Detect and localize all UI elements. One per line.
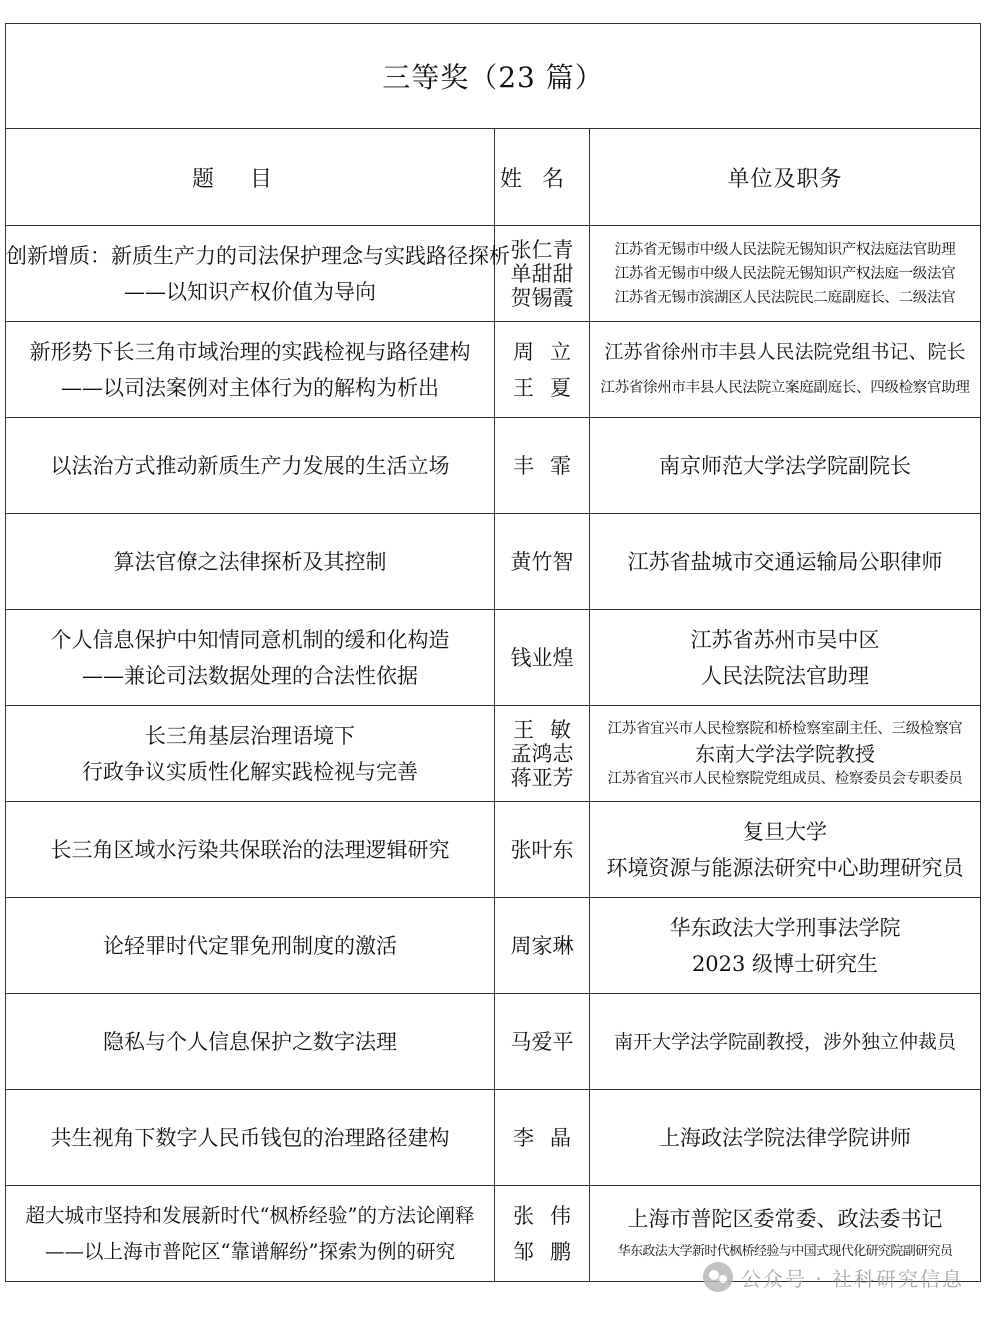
paper-title-line: 以法治方式推动新质生产力发展的生活立场 bbox=[50, 453, 450, 478]
paper-title-line: 长三角基层治理语境下 bbox=[145, 723, 355, 748]
header-unit: 单位及职务 bbox=[590, 129, 981, 226]
table-row bbox=[6, 802, 981, 898]
table-row bbox=[6, 1090, 981, 1186]
paper-title-cell bbox=[6, 898, 495, 994]
paper-title-cell bbox=[6, 514, 495, 610]
author-cell bbox=[495, 418, 590, 514]
affiliation-line: 上海政法学院法律学院讲师 bbox=[659, 1125, 911, 1150]
paper-title-cell bbox=[6, 610, 495, 706]
wechat-icon bbox=[703, 1262, 733, 1292]
affiliation-line: 江苏省苏州市吴中区 bbox=[690, 627, 880, 652]
header-row bbox=[6, 129, 981, 226]
affiliation-line: 环境资源与能源法研究中心助理研究员 bbox=[606, 855, 964, 880]
author-name: 张叶东 bbox=[510, 837, 574, 862]
affiliation-line: 江苏省宜兴市人民检察院和桥检察室副主任、三级检察官 bbox=[607, 720, 963, 737]
author-name: 丰霏 bbox=[513, 453, 587, 478]
author-cell bbox=[495, 610, 590, 706]
author-name: 李晶 bbox=[513, 1125, 587, 1150]
affiliation-line: 江苏省无锡市中级人民法院无锡知识产权法庭法官助理 bbox=[614, 241, 956, 258]
table-row bbox=[6, 226, 981, 322]
affiliation-line: 上海市普陀区委常委、政法委书记 bbox=[627, 1206, 943, 1231]
award-title: 三等奖（23 篇） bbox=[6, 24, 981, 129]
paper-title-line: 个人信息保护中知情同意机制的缓和化构造 bbox=[50, 627, 450, 652]
affiliation-line: 江苏省盐城市交通运输局公职律师 bbox=[627, 549, 943, 574]
affiliation-cell bbox=[590, 994, 981, 1090]
paper-title-cell bbox=[6, 226, 510, 322]
table-row bbox=[6, 322, 981, 418]
author-name: 蒋亚芳 bbox=[510, 765, 574, 790]
author-name: 周立 bbox=[513, 339, 587, 364]
paper-title-line: 创新增质：新质生产力的司法保护理念与实践路径探析 bbox=[6, 243, 510, 268]
author-cell bbox=[495, 994, 590, 1090]
affiliation-line: 南京师范大学法学院副院长 bbox=[659, 453, 911, 478]
affiliation-cell bbox=[590, 1090, 981, 1186]
table-row bbox=[6, 994, 981, 1090]
affiliation-line: 江苏省无锡市滨湖区人民法院民二庭副庭长、二级法官 bbox=[614, 289, 956, 306]
affiliation-cell bbox=[590, 706, 981, 802]
paper-title-cell bbox=[6, 418, 495, 514]
author-cell bbox=[495, 226, 590, 322]
affiliation-line: 人民法院法官助理 bbox=[701, 663, 869, 688]
affiliation-line: 江苏省徐州市丰县人民法院党组书记、院长 bbox=[604, 340, 966, 363]
author-name: 马爱平 bbox=[510, 1029, 574, 1054]
paper-title-cell bbox=[6, 1186, 495, 1282]
affiliation-line: 江苏省徐州市丰县人民法院立案庭副庭长、四级检察官助理 bbox=[600, 379, 970, 396]
author-cell bbox=[495, 514, 590, 610]
affiliation-cell bbox=[590, 802, 981, 898]
paper-title-cell bbox=[6, 322, 495, 418]
affiliation-cell bbox=[590, 610, 981, 706]
paper-title-line: 行政争议实质性化解实践检视与完善 bbox=[82, 759, 418, 784]
table-row bbox=[6, 610, 981, 706]
paper-title-cell bbox=[6, 994, 495, 1090]
affiliation-line: 复旦大学 bbox=[743, 819, 827, 844]
table-row bbox=[6, 418, 981, 514]
author-name: 钱业煌 bbox=[510, 645, 574, 670]
author-cell bbox=[495, 898, 590, 994]
author-cell bbox=[495, 1186, 590, 1282]
affiliation-line: 江苏省宜兴市人民检察院党组成员、检察委员会专职委员 bbox=[607, 770, 963, 787]
watermark bbox=[703, 1262, 964, 1292]
paper-title-line: 新形势下长三角市域治理的实践检视与路径建构 bbox=[29, 339, 471, 364]
affiliation-cell bbox=[590, 418, 981, 514]
author-cell bbox=[495, 802, 590, 898]
header-name: 姓名 bbox=[495, 129, 590, 226]
paper-title-line: 隐私与个人信息保护之数字法理 bbox=[103, 1029, 397, 1054]
author-cell bbox=[495, 322, 590, 418]
author-cell bbox=[495, 1090, 590, 1186]
paper-subtitle-line: ——以知识产权价值为导向 bbox=[124, 279, 376, 304]
author-name: 单甜甜 bbox=[510, 261, 574, 286]
table-row bbox=[6, 706, 981, 802]
watermark-text: 公众号 · 社科研究信息 bbox=[740, 1266, 964, 1291]
author-name: 周家琳 bbox=[510, 933, 574, 958]
affiliation-line: 华东政法大学刑事法学院 bbox=[669, 915, 901, 940]
affiliation-cell bbox=[590, 898, 981, 994]
paper-title-cell bbox=[6, 1090, 495, 1186]
author-cell bbox=[495, 706, 590, 802]
paper-title-cell bbox=[6, 802, 495, 898]
author-name: 黄竹智 bbox=[510, 549, 574, 574]
author-name: 王夏 bbox=[513, 375, 587, 400]
affiliation-line: 南开大学法学院副教授，涉外独立仲裁员 bbox=[614, 1030, 957, 1053]
paper-title-line: 共生视角下数字人民币钱包的治理路径建构 bbox=[50, 1125, 450, 1150]
affiliation-cell bbox=[590, 226, 981, 322]
author-name: 孟鸿志 bbox=[510, 741, 574, 766]
author-name: 张仁青 bbox=[510, 237, 574, 262]
paper-title-line: 论轻罪时代定罪免刑制度的激活 bbox=[103, 933, 397, 958]
header-title: 题目 bbox=[6, 129, 495, 226]
affiliation-line: 2023 级博士研究生 bbox=[691, 951, 879, 976]
table-row bbox=[6, 898, 981, 994]
affiliation-line: 华东政法大学新时代枫桥经验与中国式现代化研究院副研究员 bbox=[617, 1243, 953, 1259]
paper-title-line: 算法官僚之法律探析及其控制 bbox=[113, 549, 387, 574]
paper-subtitle-line: ——以上海市普陀区“靠谱解纷”探索为例的研究 bbox=[45, 1239, 455, 1263]
affiliation-cell bbox=[590, 514, 981, 610]
paper-title-line: 长三角区域水污染共保联治的法理逻辑研究 bbox=[50, 837, 450, 862]
affiliation-line: 东南大学法学院教授 bbox=[695, 741, 875, 766]
award-table bbox=[5, 23, 981, 1282]
paper-subtitle-line: ——兼论司法数据处理的合法性依据 bbox=[82, 663, 418, 688]
affiliation-cell bbox=[590, 322, 981, 418]
author-name: 王敏 bbox=[513, 717, 587, 742]
author-name: 邹鹏 bbox=[513, 1239, 587, 1264]
paper-title-cell bbox=[6, 706, 495, 802]
affiliation-line: 江苏省无锡市中级人民法院无锡知识产权法庭一级法官 bbox=[614, 265, 956, 282]
author-name: 贺锡霞 bbox=[510, 285, 574, 310]
table-row bbox=[6, 514, 981, 610]
author-name: 张伟 bbox=[513, 1203, 587, 1228]
paper-subtitle-line: ——以司法案例对主体行为的解构为析出 bbox=[61, 375, 439, 400]
paper-title-line: 超大城市坚持和发展新时代“枫桥经验”的方法论阐释 bbox=[25, 1203, 475, 1227]
